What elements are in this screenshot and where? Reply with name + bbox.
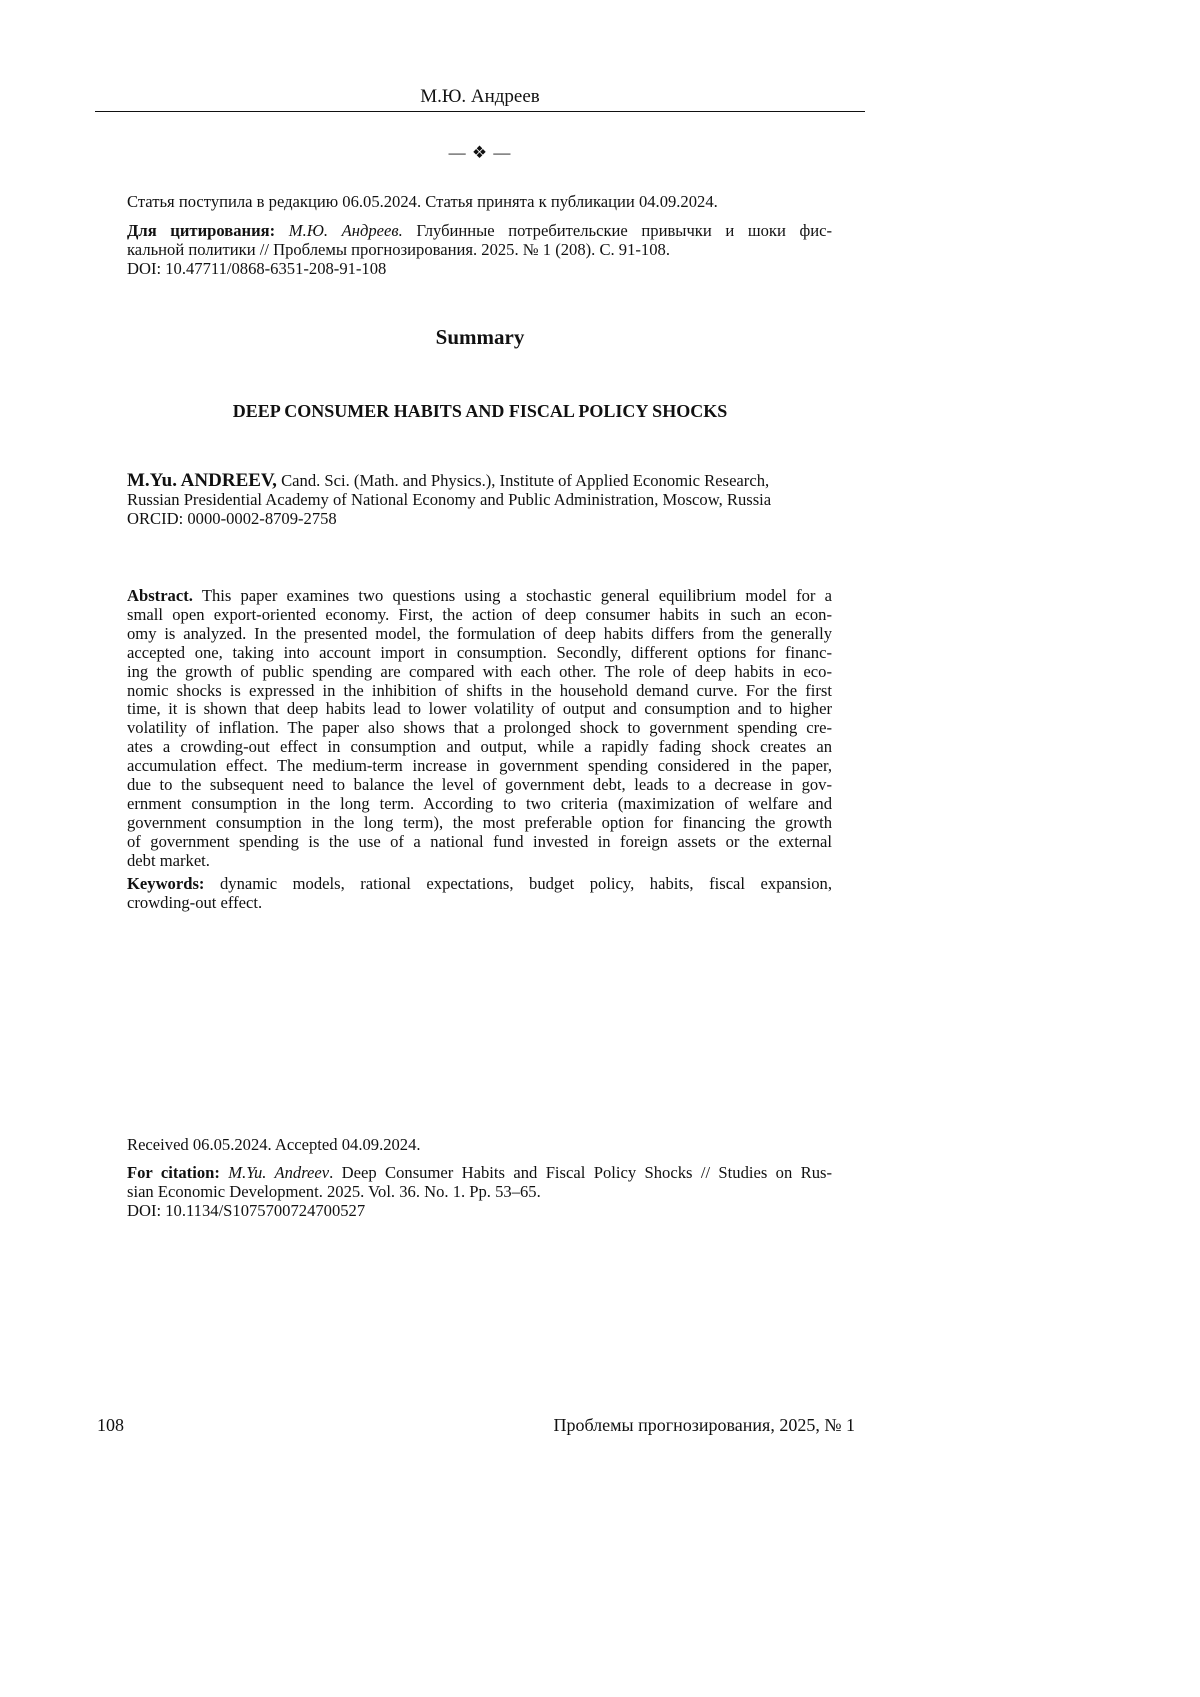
abstract-line: government consumption in the long term), the most preferable option for financing the growth [127,812,832,832]
article-title: DEEP CONSUMER HABITS AND FISCAL POLICY SHOCKS [232,401,728,421]
abstract-line: volatility of inflation. The paper also shows that a prolonged shock to government spending cre- [127,718,832,738]
abstract-text: This paper examines two questions using a stochastic general equilibrium model for a [201,586,832,605]
citation-en-line-1 [127,1164,832,1183]
citation-ru [127,222,832,278]
citation-ru-line-2: кальной политики // Проблемы прогнозирования. 2025. № 1 (208). С. 91-108. [127,239,670,259]
citation-ru-label: Для цитирования: [127,221,276,240]
abstract-line: omy is analyzed. In the presented model, the formulation of deep habits differs from the generally [127,623,832,643]
citation-en-label: For citation: [127,1163,220,1182]
journal-footer: Проблемы прогнозирования, 2025, № 1 [553,1415,855,1435]
received-date-en: Received 06.05.2024. Accepted 04.09.2024. [127,1135,421,1154]
abstract-line: small open export-oriented economy. First, the action of deep consumer habits in such an econ- [127,604,832,624]
keywords [127,875,832,913]
running-head: М.Ю. Андреев [420,86,540,107]
header-rule [95,111,865,112]
author-line-1 [127,472,832,491]
abstract-line: ates a crowding-out effect in consumption and output, while a rapidly fading shock creates an [127,737,832,757]
page-number: 108 [97,1415,124,1435]
abstract-line: debt market. [127,850,210,870]
abstract-line: time, it is shown that deep habits lead to lower volatility of output and consumption and to higher [127,699,832,719]
keywords-text: dynamic models, rational expectations, budget policy, habits, fiscal expansion, [219,874,832,893]
keywords-label: Keywords: [127,874,205,893]
citation-ru-author: М.Ю. Андреев. [288,221,403,240]
abstract-line: ernment consumption in the long term. According to two criteria (maximization of welfare and [127,793,832,813]
abstract-line: accepted one, taking into account import in consumption. Secondly, different options for financ- [127,642,832,662]
section-ornament: — ❖ — [448,143,512,162]
abstract-line: accumulation effect. The medium-term increase in government spending considered in the paper, [127,756,832,776]
abstract-line: due to the subsequent need to balance the level of government debt, leads to a decrease in gov- [127,775,832,795]
citation-ru-text-1: Глубинные потребительские привычки и шоки фис- [416,221,832,240]
abstract-line: ing the growth of public spending are compared with each other. The role of deep habits in eco- [127,661,832,681]
abstract-label: Abstract. [127,586,193,605]
keywords-line-1 [127,875,832,894]
summary-heading: Summary [435,325,525,349]
author-orcid: ORCID: 0000-0002-8709-2758 [127,508,337,528]
citation-ru-line-1 [127,222,832,241]
citation-en-line-2: sian Economic Development. 2025. Vol. 36. No. 1. Pp. 53–65. [127,1181,541,1201]
abstract-line: nomic shocks is expressed in the inhibition of shifts in the household demand curve. For the first [127,680,832,700]
received-date-ru: Статья поступила в редакцию 06.05.2024. Статья принята к публикации 04.09.2024. [127,192,718,211]
author-block [127,472,832,528]
abstract-line [127,587,832,606]
doi-en: DOI: 10.1134/S1075700724700527 [127,1200,366,1220]
author-name: M.Yu. ANDREEV, [127,470,277,491]
abstract-line: of government spending is the use of a national fund invested in foreign assets or the external [127,831,832,851]
keywords-line-2: crowding-out effect. [127,892,263,912]
abstract [127,587,832,871]
citation-en-author: M.Yu. Andreev [228,1163,330,1182]
author-affiliation-1: Cand. Sci. (Math. and Physics.), Institute of Applied Economic Research, [281,471,770,490]
citation-en-text-1: . Deep Consumer Habits and Fiscal Policy Shocks // Studies on Rus- [329,1163,832,1182]
author-affiliation-2: Russian Presidential Academy of National Economy and Public Administration, Moscow, Russia [127,489,772,509]
citation-en [127,1164,832,1220]
doi-ru: DOI: 10.47711/0868-6351-208-91-108 [127,258,387,278]
